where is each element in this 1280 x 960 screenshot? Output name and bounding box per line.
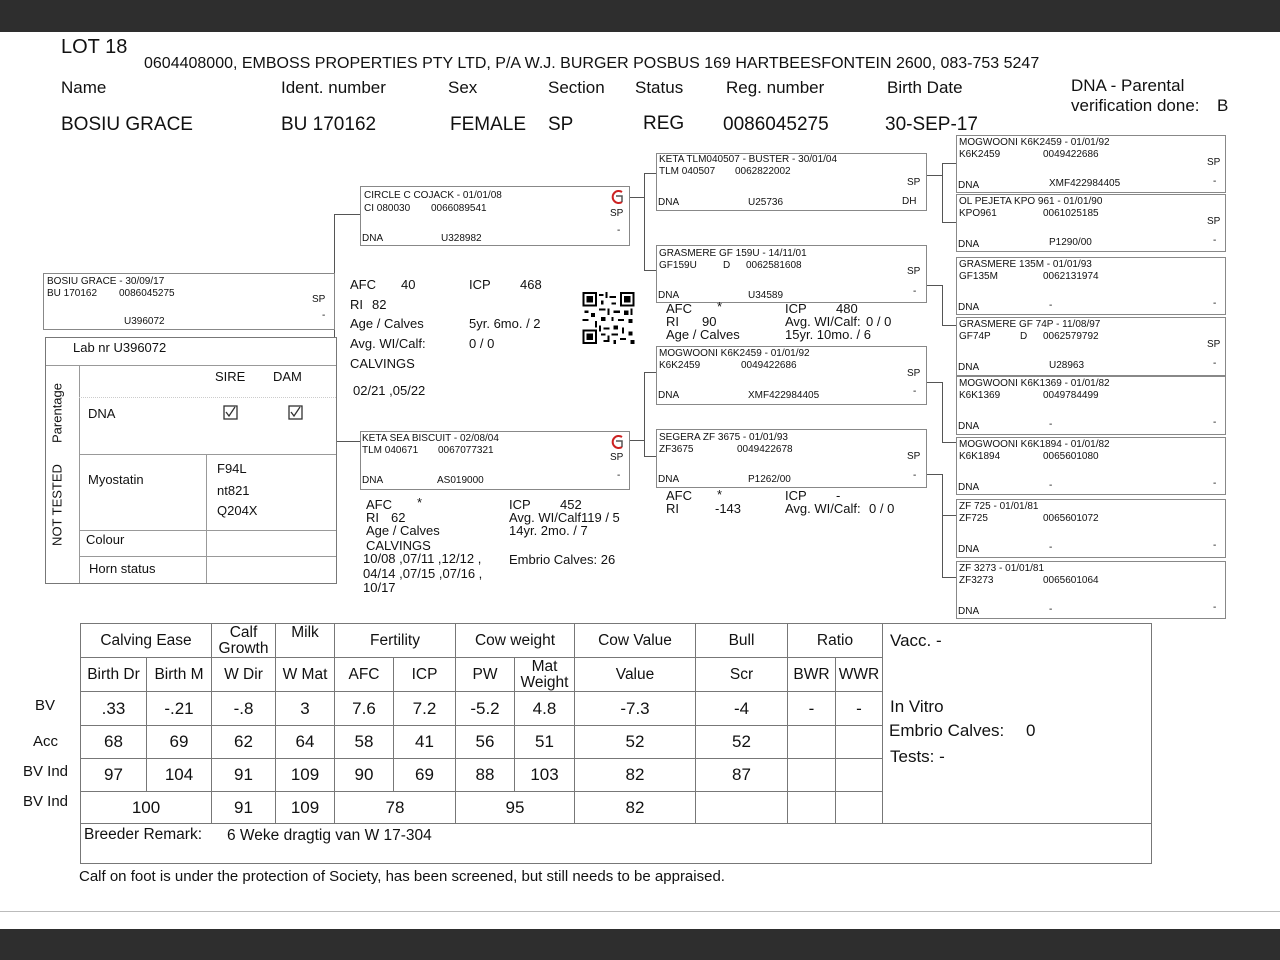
ind2-cell [788, 792, 836, 824]
dam-section: SP [610, 452, 624, 463]
lab-dna-label: DNA [88, 406, 116, 421]
animal-section: SP [548, 114, 574, 135]
main-afc: 40 [401, 277, 416, 292]
connector [942, 163, 956, 164]
sire-reg: 0066089541 [431, 203, 487, 214]
gg-title: OL PEJETA KPO 961 - 01/01/90 [959, 196, 1103, 207]
sd-age: 15yr. 10mo. / 6 [785, 327, 871, 342]
breeding-values-table [80, 623, 1152, 864]
main-age-label: Age / Calves [350, 316, 424, 331]
lab-colour: Colour [86, 532, 125, 547]
dam-dash: - [617, 470, 621, 481]
dd-dna-label: DNA [658, 474, 680, 485]
main-ri-label: RI [350, 297, 363, 312]
animal-sex: FEMALE [450, 114, 527, 135]
ind-cell: 87 [696, 759, 788, 792]
dam-afc-label: AFC [366, 497, 392, 512]
ind2-cell: 95 [456, 792, 575, 824]
dd-afc: * [717, 487, 723, 502]
pedigree-box-gg-5 [956, 376, 1226, 435]
gg-dna: P1290/00 [1049, 237, 1092, 248]
ind-cell: 104 [147, 759, 212, 792]
ind-cell: 82 [575, 759, 696, 792]
ind-cell: 109 [276, 759, 335, 792]
main-afc-label: AFC [350, 277, 376, 292]
sd-dna: U34589 [748, 290, 784, 301]
ss-dna-label: DNA [658, 197, 680, 208]
gg-ident: GF135M [959, 271, 998, 282]
ss-flag: DH [902, 196, 917, 207]
self-title: BOSIU GRACE - 30/09/17 [47, 276, 165, 287]
sd-ri: 90 [702, 314, 717, 329]
gg-dna-label: DNA [958, 180, 980, 191]
dam-calvings-3: 10/17 [363, 580, 396, 595]
ind-cell: 97 [81, 759, 147, 792]
pedigree-box-dam-dam [656, 429, 927, 488]
bv-cell: 7.2 [394, 692, 456, 726]
acc-cell: 51 [515, 726, 575, 759]
ds-dna: XMF422984405 [748, 390, 820, 401]
sire-ident: CI 080030 [364, 203, 411, 214]
ind-cell: 103 [515, 759, 575, 792]
gg-section: SP [1207, 157, 1221, 168]
dam-age-label: Age / Calves [366, 523, 440, 538]
sd-icp-label: ICP [785, 301, 807, 316]
animal-reg: 0086045275 [723, 114, 829, 135]
gg-ident: KPO961 [959, 208, 997, 219]
gg-title: MOGWOONI K6K1894 - 01/01/82 [959, 439, 1110, 450]
group-header: Calf Growth [212, 624, 276, 658]
lab-not-tested: NOT TESTED [49, 464, 65, 546]
sd-icp: 480 [836, 301, 858, 316]
dam-age: 14yr. 2mo. / 7 [509, 523, 588, 538]
ind-cell: 91 [212, 759, 276, 792]
sd-ident: GF159U [659, 260, 697, 271]
dam-reg: 0067077321 [438, 445, 494, 456]
gg-ident: ZF725 [959, 513, 988, 524]
lab-horn: Horn status [89, 561, 156, 576]
gg-dna-label: DNA [958, 302, 980, 313]
bv-cell: -.21 [147, 692, 212, 726]
ds-reg: 0049422686 [741, 360, 797, 371]
gg-title: GRASMERE 135M - 01/01/93 [959, 259, 1092, 270]
gg-dna: - [1049, 300, 1053, 311]
dam-dna-check-icon [288, 405, 303, 420]
gg-ident: GF74P [959, 331, 991, 342]
lab-myostatin-2: nt821 [217, 483, 250, 498]
ind2-cell: 100 [81, 792, 212, 824]
sire-title: CIRCLE C COJACK - 01/01/08 [364, 190, 502, 201]
acc-cell: 68 [81, 726, 147, 759]
dam-ri-label: RI [366, 510, 379, 525]
sub-header: BWR [788, 658, 836, 692]
sd-afc: * [717, 299, 723, 314]
dam-dna: AS019000 [437, 475, 484, 486]
main-icp-label: ICP [469, 277, 491, 292]
label-section: Section [548, 78, 605, 97]
sd-dash: - [913, 286, 917, 297]
sub-header: Value [575, 658, 696, 692]
pedigree-box-sire-dam [656, 245, 927, 303]
connector [942, 474, 943, 578]
ind2-cell: 82 [575, 792, 696, 824]
dna-verification-value: B [1217, 96, 1229, 115]
sub-header: Scr [696, 658, 788, 692]
sd-age-label: Age / Calves [666, 327, 740, 342]
gg-title: MOGWOONI K6K1369 - 01/01/82 [959, 378, 1110, 389]
row-label-acc: Acc [33, 733, 59, 750]
dd-section: SP [907, 451, 921, 462]
self-dash: - [322, 310, 326, 321]
ds-title: MOGWOONI K6K2459 - 01/01/92 [659, 348, 810, 359]
ss-ident: TLM 040507 [659, 166, 716, 177]
main-ri: 82 [372, 297, 387, 312]
vacc-panel [883, 624, 1152, 824]
owner-info: 0604408000, EMBOSS PROPERTIES PTY LTD, P/A W.J. BURGER POSBUS 169 HARTBEESFONTEIN 2600, 083-753 5247 [144, 55, 1040, 72]
row-label-bv: BV [35, 697, 56, 714]
bv-cell: - [788, 692, 836, 726]
gg-title: MOGWOONI K6K2459 - 01/01/92 [959, 137, 1110, 148]
gg-ident: K6K1894 [959, 451, 1001, 462]
lab-dam-header: DAM [273, 369, 302, 384]
sub-header: Birth M [147, 658, 212, 692]
sub-header: Birth Dr [81, 658, 147, 692]
dam-ri: 62 [391, 510, 406, 525]
gg-dna-label: DNA [958, 482, 980, 493]
bv-cell: 7.6 [335, 692, 394, 726]
pedigree-box-gg-7 [956, 499, 1226, 558]
dam-icp: 452 [560, 497, 582, 512]
gg-reg: 0062579792 [1043, 331, 1099, 342]
ind2-cell: 109 [276, 792, 335, 824]
main-calvings-label: CALVINGS [350, 356, 415, 371]
connector [942, 442, 956, 443]
sd-afc-label: AFC [666, 301, 692, 316]
gg-section: SP [1207, 339, 1221, 350]
group-header: Ratio [788, 624, 883, 658]
label-sex: Sex [448, 78, 478, 97]
gg-ident: K6K1369 [959, 390, 1001, 401]
acc-cell: 52 [696, 726, 788, 759]
remark-row [81, 824, 1152, 864]
self-section: SP [312, 294, 326, 305]
gg-dna: - [1049, 419, 1053, 430]
gg-reg: 0065601064 [1043, 575, 1099, 586]
sire-dna-label: DNA [362, 233, 384, 244]
gg-dna-label: DNA [958, 239, 980, 250]
sub-header: ICP [394, 658, 456, 692]
dd-ri-label: RI [666, 501, 679, 516]
group-header: Milk [276, 624, 335, 658]
gg-reg: 0065601080 [1043, 451, 1099, 462]
label-name: Name [61, 78, 107, 97]
dam-embrio: Embrio Calves: 26 [509, 552, 616, 567]
animal-name: BOSIU GRACE [61, 114, 193, 135]
ind2-cell [836, 792, 883, 824]
gg-dna-label: DNA [958, 544, 980, 555]
gg-dash: - [1213, 235, 1217, 246]
society-logo-icon [610, 434, 626, 450]
main-calvings: 02/21 ,05/22 [353, 383, 426, 398]
gg-section: SP [1207, 216, 1221, 227]
gg-reg: 0061025185 [1043, 208, 1099, 219]
connector [942, 222, 956, 223]
connector [942, 382, 943, 442]
sire-dna-check-icon [223, 405, 238, 420]
gg-title: ZF 3273 - 01/01/81 [959, 563, 1045, 574]
connector [942, 515, 956, 516]
group-header: Bull [696, 624, 788, 658]
ds-dash: - [913, 386, 917, 397]
sd-ri-label: RI [666, 314, 679, 329]
dd-ri: -143 [715, 501, 742, 516]
sub-header: Mat Weight [515, 658, 575, 692]
ds-section: SP [907, 368, 921, 379]
acc-cell: 64 [276, 726, 335, 759]
sd-title: GRASMERE GF 159U - 14/11/01 [659, 248, 807, 259]
acc-cell: 58 [335, 726, 394, 759]
dam-calvings-1: 10/08 ,07/11 ,12/12 , [363, 551, 482, 566]
group-header: Fertility [335, 624, 456, 658]
remark-text: 6 Weke dragtig van W 17-304 [227, 827, 432, 844]
pedigree-box-gg-3 [956, 257, 1226, 315]
footer-note: Calf on foot is under the protection of Society, has been screened, but still needs to be appraised. [79, 868, 725, 885]
dam-afc: * [417, 495, 423, 510]
ss-dna: U25736 [748, 197, 784, 208]
pedigree-box-gg-6 [956, 437, 1226, 495]
dd-reg: 0049422678 [737, 444, 793, 455]
dam-icp-label: ICP [509, 497, 531, 512]
gg-reg: 0049422686 [1043, 149, 1099, 160]
pedigree-box-dam [360, 431, 630, 490]
ss-title: KETA TLM040507 - BUSTER - 30/01/04 [659, 154, 838, 165]
dd-wi-label: Avg. WI/Calf: [785, 501, 861, 516]
dd-dna: P1262/00 [748, 474, 791, 485]
lab-number: Lab nr U396072 [73, 340, 167, 355]
ds-ident: K6K2459 [659, 360, 701, 371]
label-ident: Ident. number [281, 78, 386, 97]
society-logo-icon [610, 189, 626, 205]
dd-ident: ZF3675 [659, 444, 694, 455]
dam-ident: TLM 040671 [362, 445, 419, 456]
main-age: 5yr. 6mo. / 2 [469, 316, 541, 331]
bottom-bar [0, 929, 1280, 960]
ds-dna-label: DNA [658, 390, 680, 401]
gg-dna-label: DNA [958, 606, 980, 617]
ind-cell: 90 [335, 759, 394, 792]
main-wi: 0 / 0 [469, 336, 495, 351]
connector [334, 441, 361, 442]
top-bar [0, 0, 1280, 32]
acc-cell: 62 [212, 726, 276, 759]
bv-cell: -.8 [212, 692, 276, 726]
divider [0, 911, 1280, 912]
connector [644, 173, 645, 271]
group-header: Cow weight [456, 624, 575, 658]
pedigree-box-sire [360, 186, 630, 246]
dd-wi: 0 / 0 [869, 501, 895, 516]
group-header: Cow Value [575, 624, 696, 658]
bv-cell: -4 [696, 692, 788, 726]
sd-dna-label: DNA [658, 290, 680, 301]
dam-calvings-label: CALVINGS [366, 538, 431, 553]
ss-reg: 0062822002 [735, 166, 791, 177]
connector [942, 577, 956, 578]
sire-dash: - [617, 225, 621, 236]
gg-dna: XMF422984405 [1049, 178, 1121, 189]
acc-cell: 52 [575, 726, 696, 759]
qr-code [582, 292, 635, 344]
dd-afc-label: AFC [666, 488, 692, 503]
label-reg: Reg. number [726, 78, 825, 97]
main-icp: 468 [520, 277, 542, 292]
main-wi-label: Avg. WI/Calf: [350, 336, 426, 351]
gg-dna: - [1049, 542, 1053, 553]
lab-parentage: Parentage [49, 383, 65, 443]
lot-number: LOT 18 [61, 36, 128, 58]
bv-cell: .33 [81, 692, 147, 726]
connector [628, 440, 644, 441]
ind2-cell [696, 792, 788, 824]
acc-cell: 56 [456, 726, 515, 759]
gg-reg: 0062131974 [1043, 271, 1099, 282]
pedigree-box-sire-sire [656, 153, 927, 211]
connector [942, 163, 943, 223]
label-dna-1: DNA - Parental [1071, 76, 1185, 95]
dd-icp: - [836, 488, 841, 503]
animal-ident: BU 170162 [281, 114, 377, 135]
vacc: Vacc. - [890, 631, 942, 650]
acc-cell: 41 [394, 726, 456, 759]
gg-dash: - [1213, 478, 1217, 489]
gg-dna: - [1049, 480, 1053, 491]
sub-header: W Mat [276, 658, 335, 692]
embrio-value: 0 [1026, 721, 1036, 740]
gg-d: D [1020, 331, 1028, 342]
connector [926, 382, 942, 383]
gg-dash: - [1213, 358, 1217, 369]
sire-dna: U328982 [441, 233, 482, 244]
sub-header: PW [456, 658, 515, 692]
self-ident: BU 170162 [47, 288, 98, 299]
bv-cell: - [836, 692, 883, 726]
sd-wi: 0 / 0 [866, 314, 892, 329]
acc-cell: 69 [147, 726, 212, 759]
gg-dna-label: DNA [958, 362, 980, 373]
animal-birth: 30-SEP-17 [885, 114, 978, 135]
label-status: Status [635, 78, 684, 97]
pedigree-box-gg-4 [956, 317, 1226, 376]
ind-cell [836, 759, 883, 792]
in-vitro: In Vitro [890, 697, 944, 716]
ind-cell: 69 [394, 759, 456, 792]
bv-cell: 4.8 [515, 692, 575, 726]
lab-myostatin-3: Q204X [217, 503, 258, 518]
sd-section: SP [907, 266, 921, 277]
gg-ident: K6K2459 [959, 149, 1001, 160]
ss-section: SP [907, 177, 921, 188]
gg-ident: ZF3273 [959, 575, 994, 586]
connector [334, 214, 361, 215]
dam-wi: Avg. WI/Calf119 / 5 [509, 510, 620, 525]
gg-dash: - [1213, 540, 1217, 551]
gg-title: ZF 725 - 01/01/81 [959, 501, 1039, 512]
gg-dash: - [1213, 417, 1217, 428]
connector [644, 372, 645, 457]
gg-dna-label: DNA [958, 421, 980, 432]
lab-sire-header: SIRE [215, 369, 246, 384]
dam-dna-label: DNA [362, 475, 384, 486]
label-birth: Birth Date [887, 78, 963, 97]
pedigree-box-gg-2 [956, 194, 1226, 252]
connector [926, 285, 942, 286]
gg-dna: U28963 [1049, 360, 1085, 371]
label-dna-2: verification done: [1071, 96, 1200, 115]
bv-cell: 3 [276, 692, 335, 726]
bv-cell: -7.3 [575, 692, 696, 726]
gg-dna: - [1049, 604, 1053, 615]
dam-title: KETA SEA BISCUIT - 02/08/04 [362, 433, 499, 444]
dd-dash: - [913, 470, 917, 481]
acc-cell [836, 726, 883, 759]
connector [942, 325, 956, 326]
sire-section: SP [610, 208, 624, 219]
sub-header: W Dir [212, 658, 276, 692]
sub-header: AFC [335, 658, 394, 692]
tests: Tests: - [890, 747, 945, 766]
connector [942, 285, 943, 325]
ind2-cell: 91 [212, 792, 276, 824]
animal-status: REG [643, 113, 685, 134]
pedigree-box-self [43, 273, 335, 330]
connector [628, 197, 644, 198]
gg-dash: - [1213, 602, 1217, 613]
pedigree-box-gg-8 [956, 561, 1226, 619]
sd-d: D [723, 260, 731, 271]
sd-wi-label: Avg. WI/Calf: [785, 314, 861, 329]
acc-cell [788, 726, 836, 759]
lab-myostatin: Myostatin [88, 472, 144, 487]
sd-reg: 0062581608 [746, 260, 802, 271]
ind-cell: 88 [456, 759, 515, 792]
group-header: Calving Ease [81, 624, 212, 658]
dd-title: SEGERA ZF 3675 - 01/01/93 [659, 432, 788, 443]
connector [926, 175, 942, 176]
pedigree-box-dam-sire [656, 346, 927, 405]
gg-reg: 0049784499 [1043, 390, 1099, 401]
gg-dash: - [1213, 176, 1217, 187]
ind-cell [788, 759, 836, 792]
sub-header: WWR [836, 658, 883, 692]
connector [926, 474, 942, 475]
row-label-bv-ind: BV Ind [23, 763, 69, 780]
gg-title: GRASMERE GF 74P - 11/08/97 [959, 319, 1101, 330]
bv-cell: -5.2 [456, 692, 515, 726]
dd-icp-label: ICP [785, 488, 807, 503]
gg-dash: - [1213, 298, 1217, 309]
row-label-bv-ind-2: BV Ind [23, 793, 69, 810]
remark-label: Breeder Remark: [84, 826, 203, 843]
lab-myostatin-1: F94L [217, 461, 247, 476]
pedigree-box-gg-1 [956, 135, 1226, 193]
ind2-cell: 78 [335, 792, 456, 824]
self-dna: U396072 [124, 316, 165, 327]
self-reg: 0086045275 [119, 288, 175, 299]
dam-calvings-2: 04/14 ,07/15 ,07/16 , [363, 566, 483, 581]
embrio-label: Embrio Calves: [889, 721, 1005, 740]
gg-reg: 0065601072 [1043, 513, 1099, 524]
